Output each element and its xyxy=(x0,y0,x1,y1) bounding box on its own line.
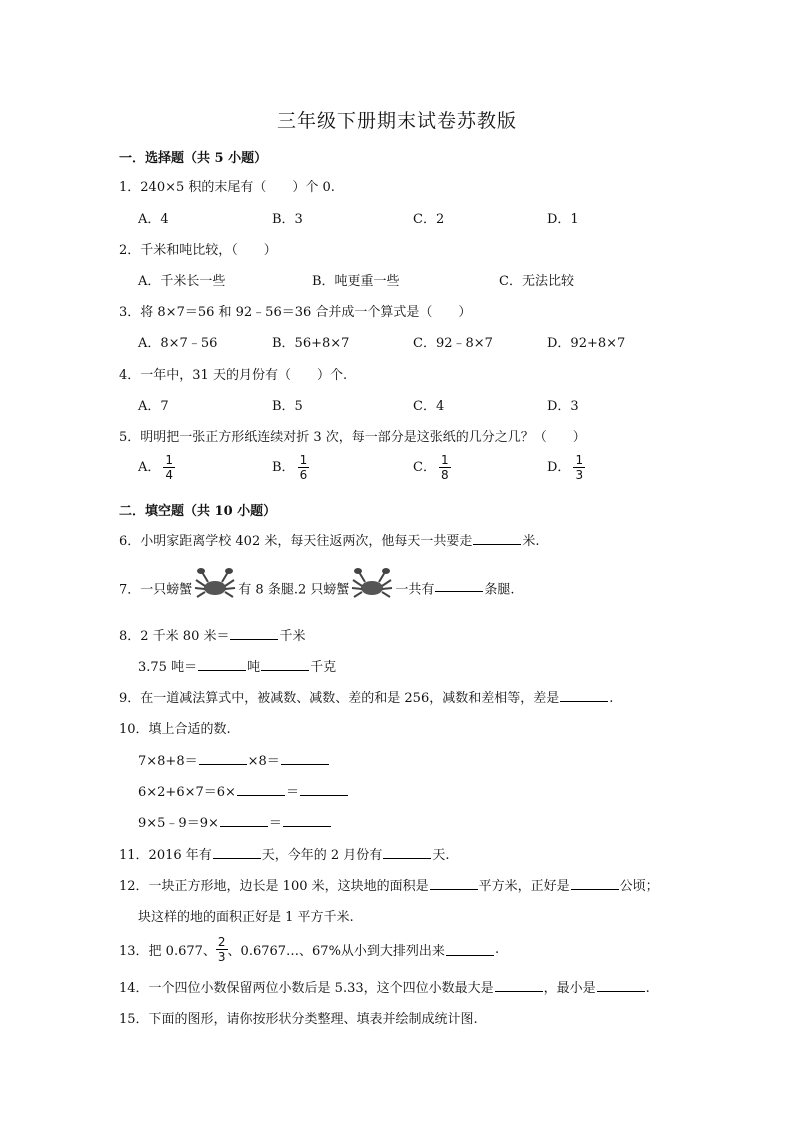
q8-unit: 吨 xyxy=(247,660,261,675)
q3-option-d[interactable]: D．92+8×7 xyxy=(547,336,626,351)
q10-text: 9×5﹣9＝9× xyxy=(138,816,219,831)
q5-option-d[interactable] xyxy=(547,453,585,482)
q12-blank-hectare[interactable] xyxy=(571,877,619,890)
q13-end: . xyxy=(494,942,500,957)
fraction-numerator: 1 xyxy=(575,453,584,467)
question-2-stem: 2．千米和吨比较，（ ） xyxy=(119,243,277,258)
q10-text: 6×2+6×7＝6× xyxy=(138,785,236,800)
fraction-denominator: 8 xyxy=(440,468,449,482)
fraction xyxy=(439,453,451,482)
fraction-numerator: 1 xyxy=(440,453,449,467)
q4-option-b[interactable]: B．5 xyxy=(272,399,303,414)
section-heading-fill: 二．填空题（共 10 小题） xyxy=(119,504,277,519)
question-14 xyxy=(119,977,650,996)
q12-text: 12．一块正方形地，边长是 100 米，这块地的面积是 xyxy=(119,879,429,894)
q8-unit: 千克 xyxy=(310,660,337,675)
q8-blank-kg[interactable] xyxy=(261,658,309,671)
question-13 xyxy=(119,935,499,964)
q9-answer-blank[interactable] xyxy=(560,689,608,702)
q10-blank[interactable] xyxy=(283,814,331,827)
q1-option-b[interactable]: B．3 xyxy=(272,212,303,227)
q7-text-b: 有 8 条腿.2 只螃蟹 xyxy=(238,582,350,598)
q6-text: 6．小明家距离学校 402 米，每天往返两次，他每天一共要走 xyxy=(119,534,473,549)
q10-line-3 xyxy=(138,812,332,831)
q9-text: 9．在一道减法算式中，被减数、减数、差的和是 256，减数和差相等，差是 xyxy=(119,691,560,706)
fraction xyxy=(573,453,585,482)
q7-answer-blank[interactable] xyxy=(435,579,483,592)
q4-option-a[interactable]: A．7 xyxy=(138,399,169,414)
fraction xyxy=(216,935,228,964)
q12-text: 公顷； xyxy=(619,879,659,894)
q12-blank-area[interactable] xyxy=(430,877,478,890)
q10-blank[interactable] xyxy=(220,814,268,827)
q8-text: 8．2 千米 80 米＝ xyxy=(119,629,230,644)
section-heading-choice: 一．选择题（共 5 小题） xyxy=(119,151,268,166)
q9-end: . xyxy=(609,691,614,706)
q10-text: ＝ xyxy=(268,816,282,831)
q10-blank[interactable] xyxy=(237,783,285,796)
question-8-line-1 xyxy=(119,625,306,644)
q10-line-1 xyxy=(138,750,330,769)
q3-option-a[interactable]: A．8×7﹣56 xyxy=(138,336,218,351)
q8-blank-ton[interactable] xyxy=(198,658,246,671)
question-1-stem: 1．240×5 积的末尾有（ ）个 0. xyxy=(119,180,335,195)
q11-text: 天. xyxy=(432,848,450,863)
fraction xyxy=(298,453,310,482)
q10-text: 7×8+8＝ xyxy=(138,754,198,769)
q10-blank[interactable] xyxy=(300,783,348,796)
question-8-line-2 xyxy=(138,656,336,675)
q14-blank-max[interactable] xyxy=(495,979,543,992)
option-label: A． xyxy=(138,460,161,475)
q4-option-d[interactable]: D．3 xyxy=(547,399,579,414)
question-3-stem: 3．将 8×7＝56 和 92﹣56＝36 合并成一个算式是（ ） xyxy=(119,305,472,320)
q7-text-a: 7．一只螃蟹 xyxy=(119,582,193,598)
q8-blank-km[interactable] xyxy=(230,627,278,640)
q13-text: 13．把 0.677、 xyxy=(119,944,216,959)
fraction xyxy=(163,453,175,482)
fraction-denominator: 4 xyxy=(165,468,174,482)
q7-text-c: 一共有 xyxy=(395,582,435,598)
fraction-numerator: 1 xyxy=(299,453,308,467)
q11-text: 天，今年的 2 月份有 xyxy=(261,848,383,863)
q14-blank-min[interactable] xyxy=(597,979,645,992)
q1-option-c[interactable]: C．2 xyxy=(413,212,445,227)
question-4-stem: 4．一年中，31 天的月份有（ ）个. xyxy=(119,368,348,383)
q2-option-b[interactable]: B．吨更重一些 xyxy=(312,274,400,289)
q10-line-2 xyxy=(138,781,349,800)
option-label: C． xyxy=(413,460,436,475)
crab-icon xyxy=(192,566,238,610)
fraction-numerator: 2 xyxy=(217,935,226,949)
question-11 xyxy=(119,844,449,863)
q10-blank[interactable] xyxy=(199,752,247,765)
question-15-stem: 15．下面的图形，请你按形状分类整理、填表并绘制成统计图. xyxy=(119,1012,478,1027)
q10-text: ×8＝ xyxy=(247,754,280,769)
q10-text: ＝ xyxy=(285,785,299,800)
question-10-stem: 10．填上合适的数. xyxy=(119,722,231,737)
q8-unit: 千米 xyxy=(279,629,306,644)
q1-option-a[interactable]: A．4 xyxy=(138,212,169,227)
question-7 xyxy=(119,566,515,610)
q14-end: . xyxy=(645,981,650,996)
q11-blank-days-feb[interactable] xyxy=(383,846,431,859)
q5-option-c[interactable] xyxy=(413,453,451,482)
fraction-denominator: 3 xyxy=(217,950,226,964)
q10-blank[interactable] xyxy=(281,752,329,765)
question-6 xyxy=(119,530,540,549)
q6-unit: 米. xyxy=(522,534,540,549)
q5-option-a[interactable] xyxy=(138,453,175,482)
q4-option-c[interactable]: C．4 xyxy=(413,399,445,414)
question-9 xyxy=(119,687,613,706)
crab-icon xyxy=(349,566,395,610)
option-label: D． xyxy=(547,460,571,475)
q3-option-c[interactable]: C．92﹣8×7 xyxy=(413,336,493,351)
q12-text: 平方米，正好是 xyxy=(478,879,570,894)
option-label: B． xyxy=(272,460,295,475)
fraction-denominator: 3 xyxy=(575,468,584,482)
q5-option-b[interactable] xyxy=(272,453,309,482)
question-5-stem: 5．明明把一张正方形纸连续对折 3 次，每一部分是这张纸的几分之几？（ ） xyxy=(119,430,586,445)
q14-text: ，最小是 xyxy=(543,981,596,996)
q3-option-b[interactable]: B．56+8×7 xyxy=(272,336,350,351)
q2-option-c[interactable]: C．无法比较 xyxy=(499,274,574,289)
q11-blank-days-year[interactable] xyxy=(213,846,261,859)
q13-answer-blank[interactable] xyxy=(446,943,494,956)
q1-option-d[interactable]: D．1 xyxy=(547,212,579,227)
q6-answer-blank[interactable] xyxy=(473,532,521,545)
fraction-numerator: 1 xyxy=(165,453,174,467)
q11-text: 11．2016 年有 xyxy=(119,848,212,863)
q14-text: 14．一个四位小数保留两位小数后是 5.33，这个四位小数最大是 xyxy=(119,981,494,996)
fraction-denominator: 6 xyxy=(299,468,308,482)
q7-text-d: 条腿. xyxy=(484,582,515,598)
question-12-line-2: 块这样的地的面积正好是 1 平方千米. xyxy=(138,910,354,925)
q13-text: 、0.6767…、67%从小到大排列出来 xyxy=(227,944,445,959)
page-title: 三年级下册期末试卷苏教版 xyxy=(277,110,518,132)
q2-option-a[interactable]: A．千米长一些 xyxy=(138,274,226,289)
question-12-line-1 xyxy=(119,875,659,894)
q8-text: 3.75 吨＝ xyxy=(138,660,198,675)
